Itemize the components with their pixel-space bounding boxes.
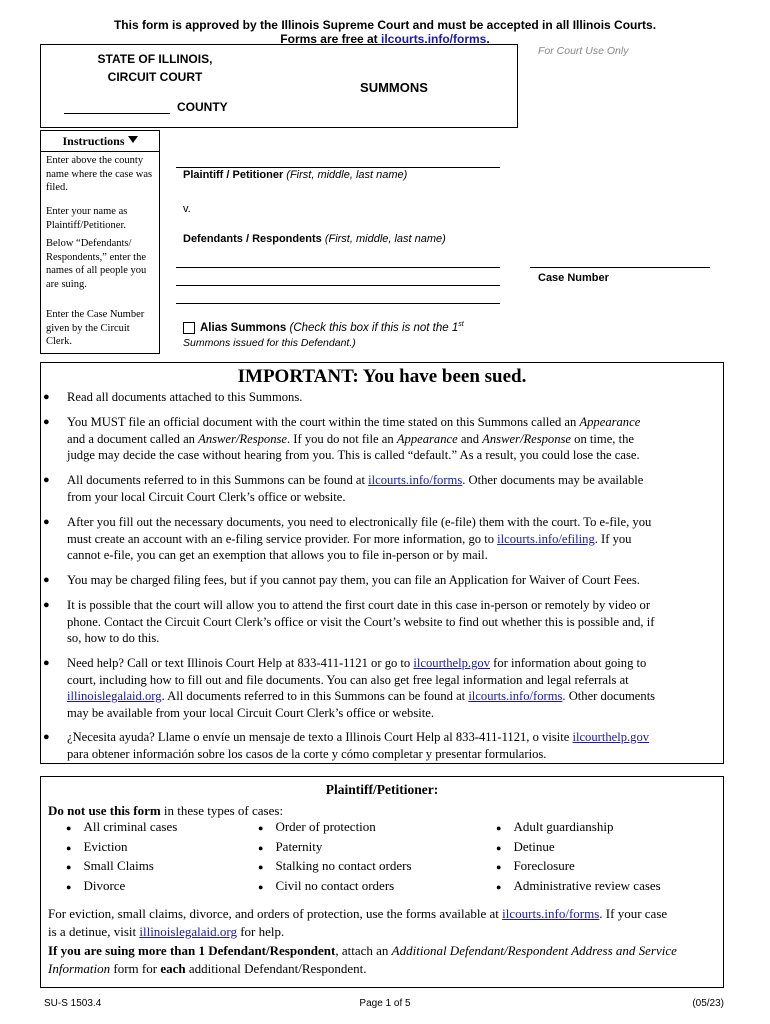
list-item: ● Detinue	[496, 838, 555, 854]
list-item: ● Paternity	[258, 838, 323, 854]
list-item: ● Stalking no contact orders	[258, 858, 412, 873]
plaintiff-petitioner-heading: Plaintiff/Petitioner:	[325, 782, 439, 797]
list-item: ● Foreclosure	[496, 858, 575, 873]
county-label: COUNTY	[177, 100, 228, 114]
court-use-only-label: For Court Use Only	[538, 45, 629, 57]
multiple-defendants-paragraph: If you are suing more than 1 Defendant/Respondent, attach an Additional Defendant/Respondent Address and Service Information form for each additional Defendant/Respondent.	[48, 943, 677, 976]
ilcourts-forms-link[interactable]: ilcourts.info/forms	[381, 32, 487, 46]
list-item: ● Adult guardianship	[496, 819, 614, 834]
bullet-attend-remotely: ● It is possible that the court will allow you to attend the first court date in this case in-person or remotely by video or phone. Contact the Circuit Court Clerk’s office or visit the Court’s website to find out whether this is possible and, if so, how to do this.	[43, 598, 655, 645]
bullet-read-documents: ● Read all documents attached to this Summons.	[43, 390, 303, 404]
plaintiff-label: Plaintiff / Petitioner (First, middle, last name)	[183, 169, 408, 181]
important-title: IMPORTANT: You have been sued.	[237, 366, 527, 387]
list-item: ● Administrative review cases	[496, 877, 661, 893]
instructions-divider	[40, 151, 160, 152]
form-date: (05/23)	[692, 998, 724, 1009]
case-type-list-1	[66, 818, 177, 896]
list-item: ● Small Claims	[66, 858, 154, 873]
versus-label: v.	[183, 203, 191, 215]
forms-free-notice: Forms are free at ilcourts.info/forms.	[280, 32, 490, 46]
case-type-list-2	[258, 818, 412, 896]
bullet-must-file: ● You MUST file an official document with the court within the time stated on this Summons called an Appearance and a document called an Answer/Response. If you do not file an Appearance and Answer/Response on time, the judge may decide the case without hearing from you. This is called “default.” As a result, you could lose the case.	[43, 415, 641, 462]
instruction-county: Enter above the county name where the case was filed.	[46, 155, 153, 193]
ilcourts-efiling-link[interactable]: ilcourts.info/efiling	[497, 531, 595, 546]
circuit-court-label: CIRCUIT COURT	[107, 70, 203, 84]
state-label: STATE OF ILLINOIS,	[97, 52, 213, 66]
case-number-label: Case Number	[538, 272, 609, 284]
county-input-line[interactable]	[64, 113, 170, 114]
illinoislegalaid-link[interactable]: illinoislegalaid.org	[139, 924, 237, 939]
ilcourthelp-link[interactable]: ilcourthelp.gov	[572, 730, 650, 744]
defendant-input-line-2[interactable]	[176, 285, 500, 286]
page-number: Page 1 of 5	[359, 998, 411, 1009]
defendant-input-line-3[interactable]	[176, 303, 500, 304]
caret-down-icon	[128, 136, 138, 144]
summons-title: SUMMONS	[360, 80, 428, 95]
alias-summons-checkbox[interactable]	[183, 322, 195, 334]
defendant-label: Defendants / Respondents (First, middle, last name)	[183, 233, 446, 245]
bullet-need-help: ● Need help? Call or text Illinois Court Help at 833-411-1121 or go to ilcourthelp.gov for information about going to court, including how to fill out and file documents. You can also get free legal information and legal referrals at illinoislegalaid.org. All documents referred to in this Summons can be found at ilcourts.info/forms. Other documents may be available from your local Circuit Court Clerk’s office or website.	[43, 656, 656, 720]
plaintiff-input-line[interactable]	[176, 167, 500, 168]
instructions-heading[interactable]: Instructions	[40, 134, 160, 149]
other-forms-paragraph: For eviction, small claims, divorce, and orders of protection, use the forms available at ilcourts.info/forms. If your case is a detinue, visit illinoislegalaid.org for help.	[48, 906, 668, 939]
case-number-input-line[interactable]	[530, 267, 710, 268]
ilcourthelp-link[interactable]: ilcourthelp.gov	[413, 656, 490, 670]
bullet-filing-fees: ● You may be charged filing fees, but if you cannot pay them, you can file an Application for Waiver of Court Fees.	[43, 573, 640, 587]
list-item: ● Eviction	[66, 838, 128, 854]
alias-summons-label: Alias Summons (Check this box if this is not the 1st	[200, 321, 464, 334]
list-item: ● All criminal cases	[66, 819, 178, 834]
bullet-spanish-help: ● ¿Necesita ayuda? Llame o envíe un mensaje de texto a Illinois Court Help al 833-411-1121, o visite ilcourthelp.gov para obtener información sobre los casos de la corte y cómo completar y presentar formularios.	[43, 730, 650, 761]
do-not-use-notice: Do not use this form in these types of cases:	[48, 803, 284, 818]
instruction-plaintiff: Enter your name as Plaintiff/Petitioner.	[46, 206, 128, 231]
bullet-efile: ● After you fill out the necessary documents, you need to electronically file (e-file) them with the court. To e-file, you must create an account with an e-filing service provider. For more information, go to ilcourts.info/efiling. If you cannot e-file, you can get an exemption that allows you to file in-person or by mail.	[43, 515, 652, 562]
case-type-list-3	[496, 818, 661, 896]
instruction-defendants: Below “Defendants/ Respondents,” enter the names of all people you are suing.	[46, 238, 147, 290]
ilcourts-forms-link[interactable]: ilcourts.info/forms	[468, 689, 563, 703]
list-item: ● Order of protection	[258, 819, 376, 834]
list-item: ● Divorce	[66, 877, 126, 893]
ilcourts-forms-link[interactable]: ilcourts.info/forms	[368, 473, 463, 487]
approval-notice: This form is approved by the Illinois Supreme Court and must be accepted in all Illinois Courts.	[113, 18, 657, 32]
instruction-case-number: Enter the Case Number given by the Circuit Clerk.	[46, 309, 145, 347]
illinoislegalaid-link[interactable]: illinoislegalaid.org	[67, 689, 162, 703]
ilcourts-forms-link[interactable]: ilcourts.info/forms	[502, 906, 600, 921]
bullet-documents-found: ● All documents referred to in this Summons can be found at ilcourts.info/forms. Other documents may be available from your local Circuit Court Clerk’s office or website.	[43, 473, 644, 504]
alias-summons-hint: Summons issued for this Defendant.)	[183, 337, 356, 349]
defendant-input-line-1[interactable]	[176, 267, 500, 268]
form-id: SU-S 1503.4	[44, 998, 102, 1009]
list-item: ● Civil no contact orders	[258, 877, 395, 893]
